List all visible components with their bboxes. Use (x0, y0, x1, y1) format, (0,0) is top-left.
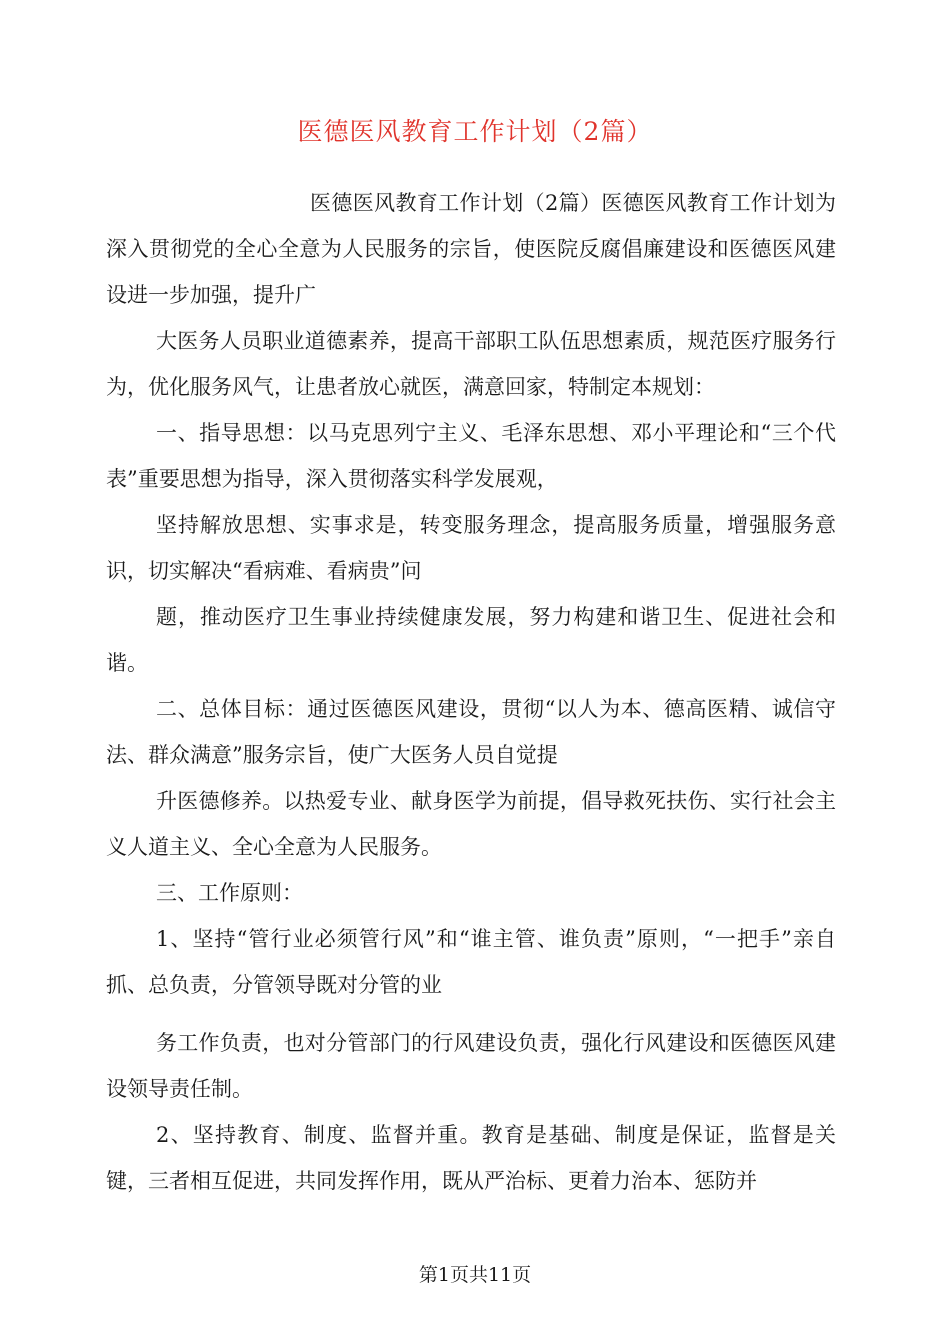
paragraph-guiding-thought: 一、指导思想：以马克思列宁主义、毛泽东思想、邓小平理论和“三个代表”重要思想为指导，深入贯彻落实科学发展观， (106, 421, 836, 491)
paragraph-overall-goal-cont: 升医德修养。以热爱专业、献身医学为前提，倡导救死扶伤、实行社会主义人道主义、全心全意为人民服务。 (106, 789, 836, 859)
paragraph-overall-goal: 二、总体目标：通过医德医风建设，贯彻“以人为本、德高医精、诚信守法、群众满意”服务宗旨，使广大医务人员自觉提 (106, 697, 836, 767)
paragraph-guiding-thought-cont: 坚持解放思想、实事求是，转变服务理念，提高服务质量，增强服务意识，切实解决“看病难、看病贵”问 (106, 513, 836, 583)
paragraph-intro: 医德医风教育工作计划（2篇）医德医风教育工作计划为深入贯彻党的全心全意为人民服务的宗旨，使医院反腐倡廉建设和医德医风建设进一步加强，提升广 (106, 191, 836, 307)
paragraph-principle-1: 1、坚持“管行业必须管行风”和“谁主管、谁负责”原则，“一把手”亲自抓、总负责，分管领导既对分管的业 (106, 927, 836, 997)
document-body (106, 180, 836, 1204)
document-title: 医德医风教育工作计划（2篇） (297, 117, 653, 146)
paragraph-purpose: 大医务人员职业道德素养，提高干部职工队伍思想素质，规范医疗服务行为，优化服务风气，让患者放心就医，满意回家，特制定本规划： (106, 329, 836, 399)
paragraph-principle-1-cont: 务工作负责，也对分管部门的行风建设负责，强化行风建设和医德医风建设领导责任制。 (106, 1031, 836, 1101)
page-number-footer: 第1页共11页 (418, 1264, 532, 1286)
paragraph-guiding-thought-end: 题，推动医疗卫生事业持续健康发展，努力构建和谐卫生、促进社会和谐。 (106, 605, 836, 675)
paragraph-principle-2: 2、坚持教育、制度、监督并重。教育是基础、制度是保证，监督是关键，三者相互促进，共同发挥作用，既从严治标、更着力治本、惩防并 (106, 1123, 836, 1193)
paragraph-work-principles-heading: 三、工作原则： (156, 881, 303, 905)
